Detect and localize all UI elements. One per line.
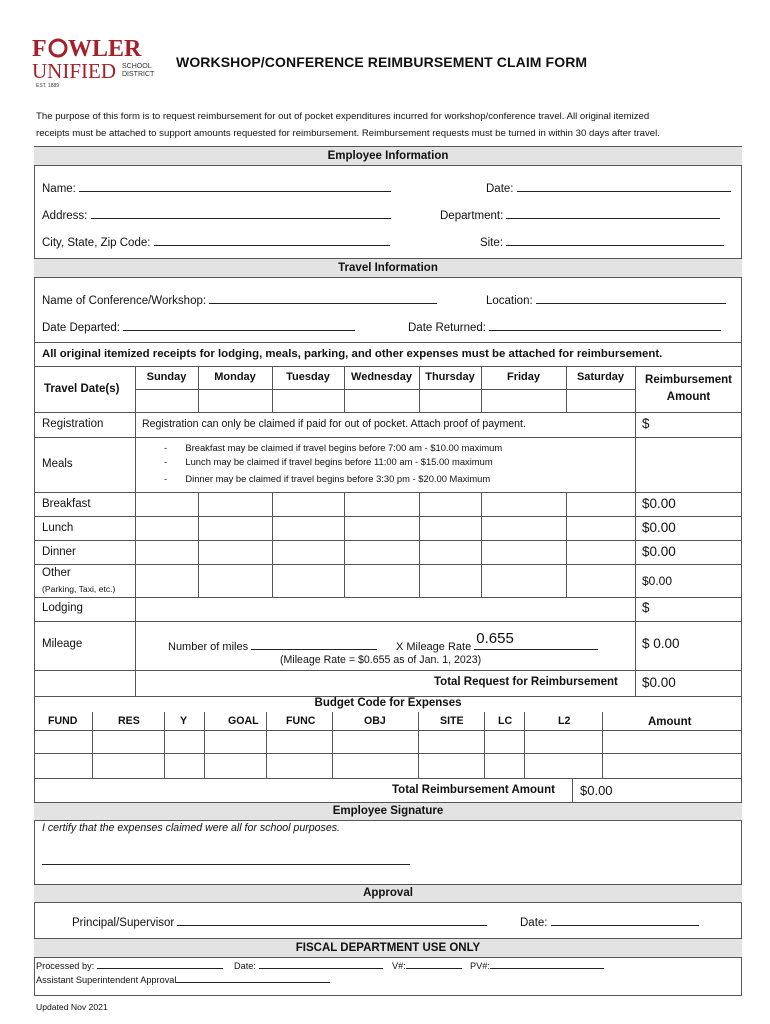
miles-label: Number of miles (168, 641, 249, 653)
meal-rule-breakfast: - Breakfast may be claimed if travel begins before 7:00 am - $10.00 maximum (164, 442, 503, 453)
breakfast-amount[interactable]: $0.00 (642, 496, 676, 511)
svg-text:EST. 1889: EST. 1889 (36, 83, 60, 89)
lunch-amount[interactable]: $0.00 (642, 520, 676, 535)
col-goal: GOAL (228, 715, 259, 727)
col-lc: LC (498, 715, 513, 727)
city-field[interactable] (42, 234, 390, 249)
meal-rule-lunch: - Lunch may be claimed if travel begins before 11:00 am - $15.00 maximum (164, 456, 493, 467)
day-wednesday: Wednesday (351, 371, 412, 383)
registration-amount[interactable]: $ (642, 416, 650, 431)
rate-label: X Mileage Rate (396, 641, 472, 653)
rate-note: (Mileage Rate = $0.655 as of Jan. 1, 2023) (280, 654, 482, 666)
rate-field[interactable] (396, 630, 598, 653)
other-amount[interactable]: $0.00 (642, 574, 673, 588)
col-obj: OBJ (364, 715, 386, 727)
address-label: Address: (42, 210, 88, 222)
col-res: RES (118, 715, 140, 727)
mileage-label: Mileage (42, 638, 83, 650)
svg-text:F: F (32, 36, 47, 62)
site-field[interactable] (480, 234, 724, 249)
name-field[interactable] (42, 180, 391, 195)
returned-label: Date Returned: (408, 322, 486, 334)
signature-header: Employee Signature (34, 802, 742, 821)
approval-date-field[interactable] (520, 914, 699, 929)
travel-info-header: Travel Information (34, 258, 742, 278)
certify-text: I certify that the expenses claimed were all for school purposes. (42, 822, 340, 834)
asst-approval-field[interactable] (36, 973, 330, 985)
v-field[interactable] (392, 959, 462, 971)
meals-label: Meals (42, 458, 73, 470)
asst-approval-label: Assistant Superintendent Approval (36, 975, 177, 985)
travel-dates-label: Travel Date(s) (44, 383, 120, 395)
reimbursement-header: Reimbursement (645, 374, 732, 386)
col-site: SITE (440, 715, 464, 727)
approval-date-label: Date: (520, 917, 548, 929)
lunch-label: Lunch (42, 522, 74, 534)
location-field[interactable] (486, 292, 726, 307)
meal-rule-lunch-text: Lunch may be claimed if travel begins before 11:00 am - $15.00 maximum (185, 456, 493, 467)
miles-field[interactable] (168, 638, 377, 653)
principal-label: Principal/Supervisor (72, 917, 175, 929)
meal-rule-breakfast-text: Breakfast may be claimed if travel begins before 7:00 am - $10.00 maximum (185, 442, 503, 453)
form-title: WORKSHOP/CONFERENCE REIMBURSEMENT CLAIM FORM (176, 54, 588, 70)
day-monday: Monday (214, 371, 256, 383)
departed-field[interactable] (42, 319, 355, 334)
fiscal-header: FISCAL DEPARTMENT USE ONLY (34, 938, 742, 958)
col-func: FUNC (286, 715, 316, 727)
col-amount: Amount (648, 716, 692, 728)
processed-field[interactable] (36, 959, 223, 971)
meal-rule-dinner-text: Dinner may be claimed if travel begins before 3:30 pm - $20.00 Maximum (185, 473, 491, 484)
mileage-amount[interactable]: $ 0.00 (642, 636, 680, 651)
site-label: Site: (480, 237, 504, 249)
col-l2: L2 (558, 715, 571, 727)
svg-text:DISTRICT: DISTRICT (122, 71, 155, 78)
amount-header: Amount (666, 391, 711, 403)
intro-line-1: The purpose of this form is to request reimbursement for out of pocket expenditures incurred for workshop/conference travel. All original itemized (36, 111, 650, 122)
svg-text:UNIFIED: UNIFIED (32, 59, 116, 83)
day-tuesday: Tuesday (286, 371, 330, 383)
day-thursday: Thursday (425, 371, 475, 383)
col-fund: FUND (48, 715, 78, 727)
pv-label: PV#: (470, 961, 490, 971)
returned-field[interactable] (408, 319, 721, 334)
dinner-label: Dinner (42, 546, 76, 558)
other-sub-label: (Parking, Taxi, etc.) (42, 584, 116, 594)
total-reimbursement-amount[interactable]: $0.00 (580, 783, 613, 798)
updated-note: Updated Nov 2021 (36, 1002, 108, 1012)
department-label: Department: (440, 210, 504, 222)
other-label: Other (42, 567, 71, 579)
day-saturday: Saturday (576, 371, 625, 383)
district-logo (28, 34, 160, 90)
col-y: Y (180, 715, 188, 727)
registration-label: Registration (42, 418, 104, 430)
conference-field[interactable] (42, 292, 437, 307)
departed-label: Date Departed: (42, 322, 120, 334)
signature-line[interactable] (42, 864, 410, 865)
department-field[interactable] (440, 207, 720, 222)
city-label: City, State, Zip Code: (42, 237, 151, 249)
name-label: Name: (42, 183, 76, 195)
address-field[interactable] (42, 207, 391, 222)
meal-rule-dinner: - Dinner may be claimed if travel begins before 3:30 pm - $20.00 Maximum (164, 473, 491, 484)
receipts-notice: All original itemized receipts for lodging, meals, parking, and other expenses must be attached for reimbursement. (42, 348, 663, 360)
svg-text:SCHOOL: SCHOOL (122, 63, 152, 70)
total-request-amount[interactable]: $0.00 (642, 675, 676, 690)
day-friday: Friday (506, 371, 540, 383)
processed-label: Processed by: (36, 961, 95, 971)
intro-text (36, 108, 736, 142)
pv-field[interactable] (470, 959, 604, 971)
date-label: Date: (486, 183, 514, 195)
fiscal-date-label: Date: (234, 961, 256, 971)
budget-header: Budget Code for Expenses (314, 697, 462, 709)
principal-field[interactable] (72, 914, 487, 929)
svg-text:WLER: WLER (68, 36, 142, 62)
intro-line-2: receipts must be attached to support amounts requested for reimbursement. Reimbursement requests must be turned in within 30 days after travel. (36, 128, 660, 139)
total-reimbursement-label: Total Reimbursement Amount (392, 784, 555, 796)
date-field[interactable] (486, 180, 731, 195)
rate-value: 0.655 (476, 630, 514, 647)
conference-label: Name of Conference/Workshop: (42, 295, 207, 307)
employee-info-header: Employee Information (34, 146, 742, 166)
day-sunday: Sunday (146, 371, 187, 383)
lodging-label: Lodging (42, 602, 83, 614)
total-request-label: Total Request for Reimbursement (434, 676, 618, 688)
lodging-amount[interactable]: $ (642, 600, 650, 615)
approval-header: Approval (34, 884, 742, 903)
location-label: Location: (486, 295, 533, 307)
breakfast-label: Breakfast (42, 498, 91, 510)
v-label: V#: (392, 961, 406, 971)
dinner-amount[interactable]: $0.00 (642, 544, 676, 559)
registration-note: Registration can only be claimed if paid for out of pocket. Attach proof of payment. (142, 418, 526, 430)
fiscal-date-field[interactable] (234, 959, 383, 971)
